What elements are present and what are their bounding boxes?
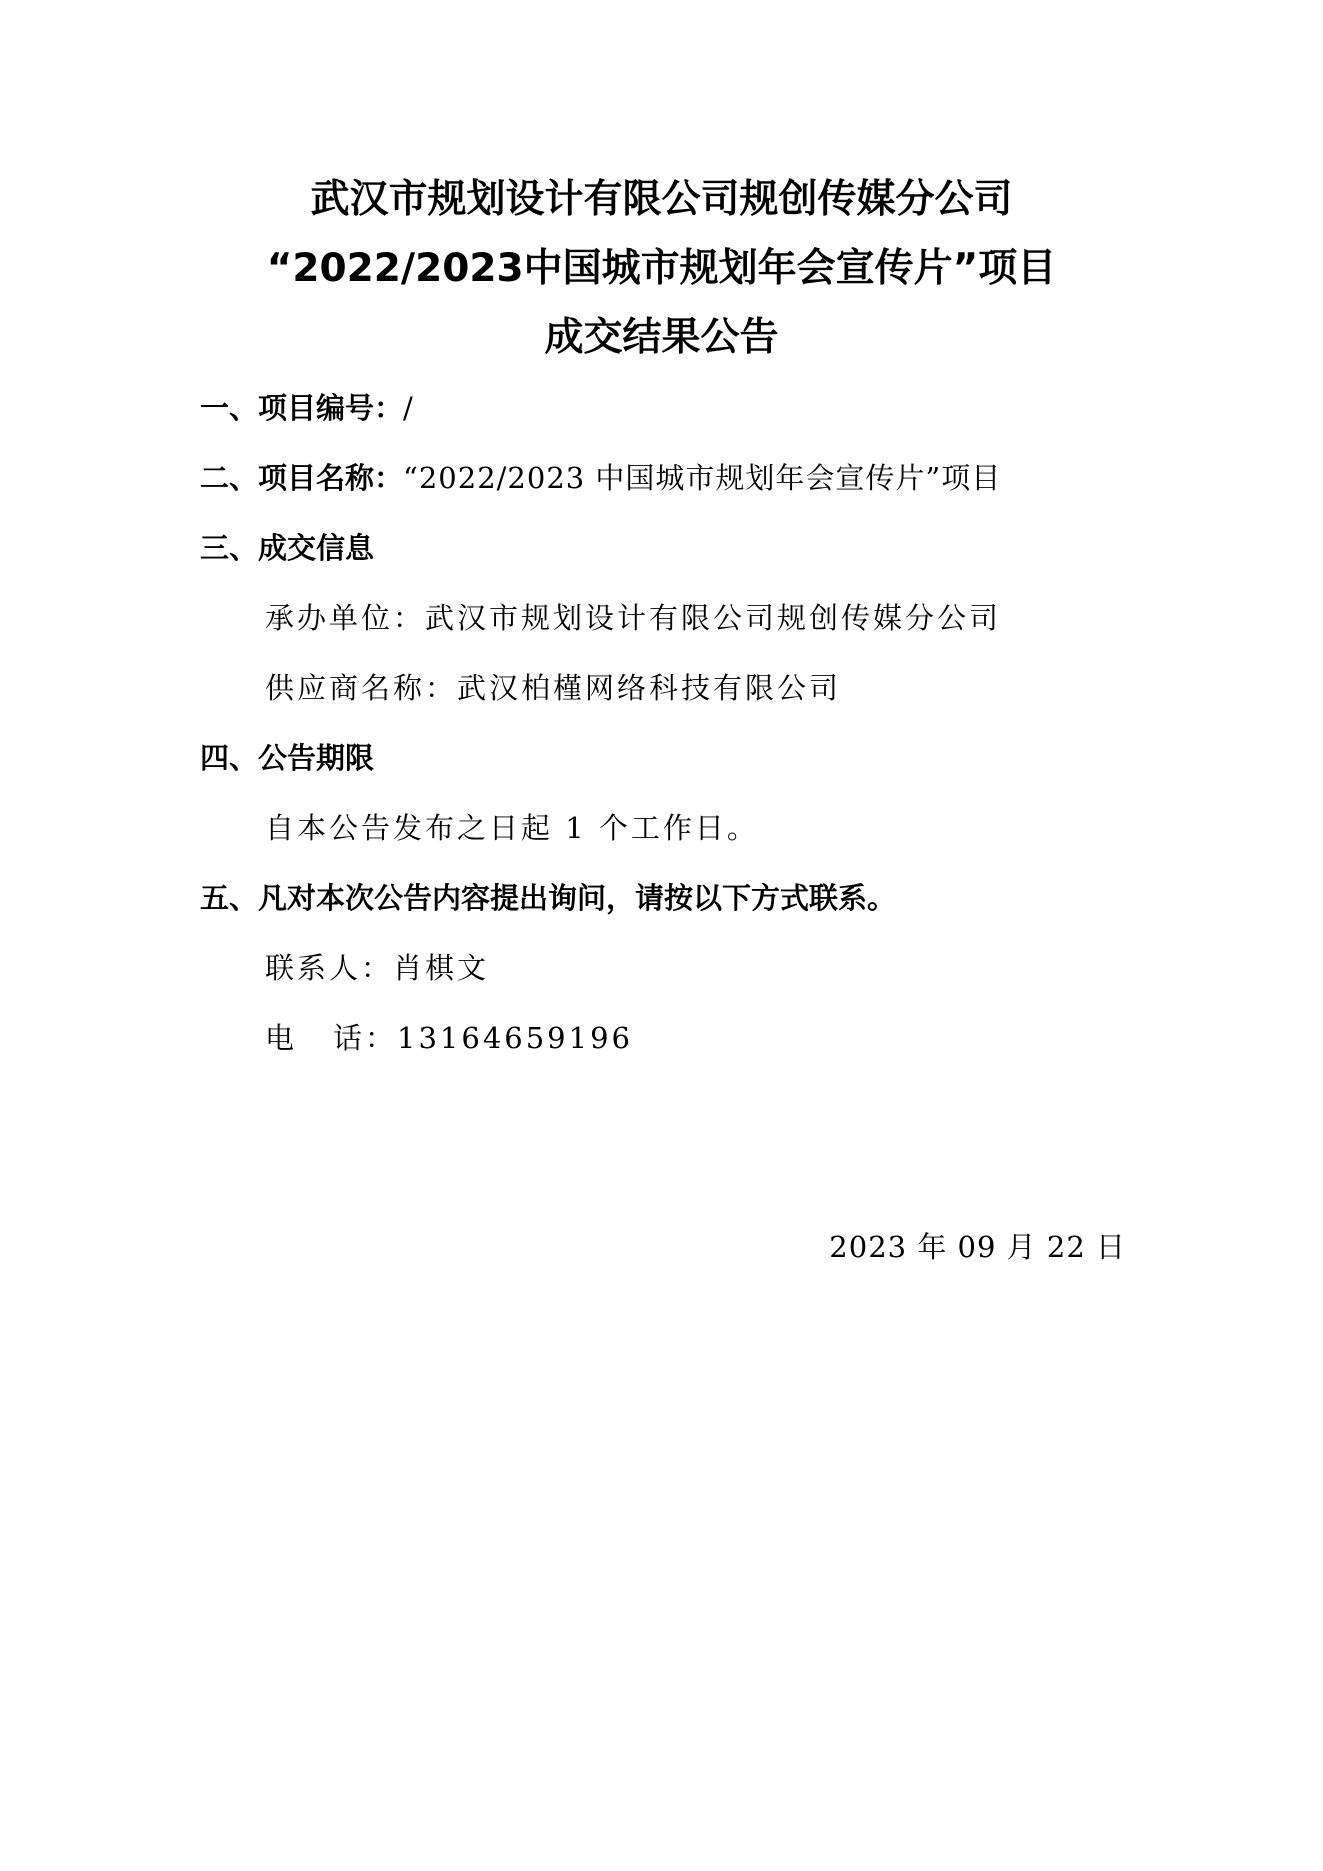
section-project-number — [200, 388, 414, 428]
section-3-heading: 三、成交信息 — [200, 531, 375, 565]
period-text: 自本公告发布之日起 1 个工作日。 — [265, 811, 759, 845]
contact-label: 联系人： — [265, 951, 394, 985]
supplier-line — [265, 668, 841, 708]
organizer-label: 承办单位： — [265, 601, 426, 635]
contact-line — [265, 948, 489, 988]
phone-value: 13164659196 — [397, 1021, 633, 1055]
period-line — [265, 808, 759, 848]
project-name-value: “2022/2023 中国城市规划年会宣传片”项目 — [403, 461, 1002, 495]
phone-label-a: 电 — [265, 1021, 298, 1055]
organizer-line — [265, 598, 1001, 638]
organizer-value: 武汉市规划设计有限公司规创传媒分公司 — [425, 601, 1002, 635]
section-announcement-period — [200, 738, 374, 778]
section-contact — [200, 878, 896, 918]
section-4-heading: 四、公告期限 — [200, 741, 375, 775]
title-line-3: 成交结果公告 — [544, 315, 779, 360]
phone-line — [265, 1018, 633, 1058]
section-project-name — [200, 458, 1001, 498]
section-2-heading: 二、项目名称： — [200, 461, 404, 495]
supplier-label: 供应商名称： — [265, 671, 458, 705]
document-title — [0, 165, 1323, 372]
supplier-value: 武汉柏槿网络科技有限公司 — [457, 671, 842, 705]
announcement-date: 2023 年 09 月 22 日 — [829, 1230, 1126, 1264]
section-deal-info — [200, 528, 374, 568]
project-number-value: / — [403, 391, 414, 425]
phone-label-b: 话： — [333, 1021, 398, 1055]
title-line-1: 武汉市规划设计有限公司规创传媒分公司 — [310, 177, 1013, 222]
contact-value: 肖棋文 — [393, 951, 490, 985]
section-1-heading: 一、项目编号： — [200, 391, 404, 425]
title-line-2: “2022/2023中国城市规划年会宣传片”项目 — [266, 246, 1057, 291]
section-5-heading: 五、凡对本次公告内容提出询问，请按以下方式联系。 — [200, 881, 897, 915]
